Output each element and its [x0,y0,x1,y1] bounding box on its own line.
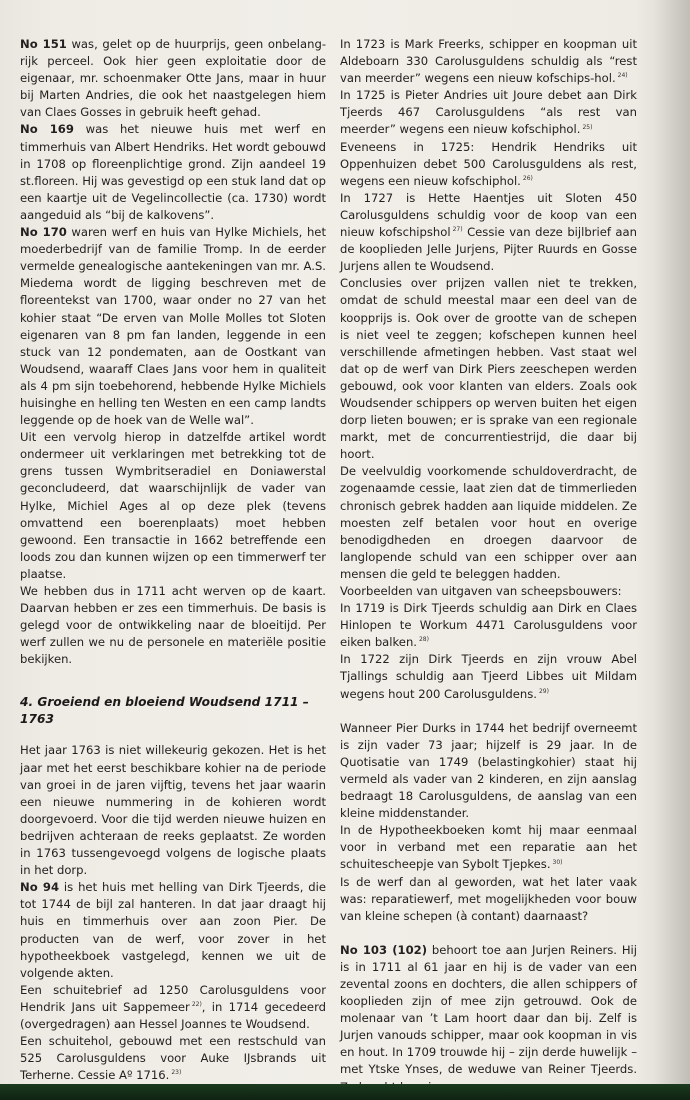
paragraph-no-103 [340,942,637,1096]
paragraph-text: is het huis met helling van Dirk Tjeerds, die tot 1744 de bijl zal hanteren. In dat jaar draagt hij huis en timmerhuis over aan zoon Pier. De producten van de werf, voor zover in het hypotheekboek vastgelegd, kennen we uit de volgende akten. [20,880,326,980]
paragraph-text: In 1723 is Mark Freerks, schipper en koopman uit Aldeboarn 330 Carolusguldens schuldig als “rest van meerder” wegens een nieuw kofschips-hol. [340,37,637,86]
paragraph-text: Een schuitehol, gebouwd met een restschuld van 525 Carolusguldens voor Auke IJsbrands uit Terherne. Cessie Aº 1716. [20,1034,326,1083]
footnote-marker: 26) [522,174,533,182]
paragraph-no-170 [20,224,326,429]
paragraph-text: In 1727 is Hette Haentjes uit Sloten 450 Carolusguldens schuldig voor de koop van een nieuw kofschipshol [340,190,637,240]
footnote-marker: 23) [171,1069,182,1077]
paragraph-text: behoort toe aan Jurjen Reiners. Hij is in 1711 al 61 jaar en hij is de vader van een zevental zoons en dochters, die allen schippers of kooplieden zijn of mee zijn getrouwd. Ook de molenaar van ’t Lam hoort daar dan bij. Zelf is Jurjen vanouds schipper, maar ook koopman in vis en hout. In 1709 trouwde hij – zijn derde huwelijk – met Ytske Ynses, de weduwe van Reiner Tjeerds. [340,942,637,1077]
paragraph-acht-werven: We hebben dus in 1711 acht werven op de kaart. Daarvan hebben er zes een timmerhuis. De basis is gelegd voor de ontwikkeling naar de bloeitijd. Per werf zullen we nu de personele en materiële positie bekijken. [20,584,326,667]
paragraph-no-169 [20,121,326,224]
paragraph-jaar-1763: Het jaar 1763 is niet willekeurig gekozen. Het is het jaar met het eerst beschikbare kohier na de periode van groei in de jaren vijftig, tevens het jaar waarin een nieuwe nummering in de kohieren wordt doorgevoerd. Voor die tijd werden nieuwe huizen en bedrijven achteraan de reeks geplaatst. Ze worden in 1763 tussengevoegd volgens de logische plaats in het dorp. [20,743,326,878]
paragraph-1725-eveneens [340,139,637,190]
entry-number: No 103 (102) [340,942,428,957]
paragraph-cessie: De veelvuldig voorkomende schuldoverdracht, de zogenaamde cessie, laat zien dat de timmerlieden chronisch gebrek hadden aan liquide middelen. Ze moesten zelf betalen voor hout en overige benodigdheden en droegen daarvoor de langlopende schuld van een schipper over aan mensen die geld te beleggen hadden. [340,464,637,581]
entry-number: No 170 [20,225,67,240]
entry-number: No 94 [20,880,60,895]
paragraph-hypotheekboeken [340,822,637,873]
section-heading: 4. Groeiend en bloeiend Woudsend 1711 – 1763 [20,695,309,727]
paragraph-conclusies: Conclusies over prijzen vallen niet te trekken, omdat de schuld meestal maar een deel van de koopprijs is. Ook over de grootte van de schepen is niet veel te zeggen; kofschepen kunnen heel verschillende afmetingen hebben. Vast staat wel dat op de werf van Dirk Piers zeeschepen werden gebouwd, ook voor klanten van elders. Zoals ook Woudsender schippers op werven buiten het eigen dorp lieten bouwen; er is sprake van een regionale markt, met de concurrentiestrijd, die daar bij hoort. [340,276,637,462]
paragraph-text: , in 1714 gecedeerd (overgedragen) aan Hessel Joannes te Woudsend. [20,999,326,1031]
paragraph-reparatiewerf: Is de werf dan al geworden, wat het later vaak was: reparatiewerf, met mogelijkheden voor bouw van kleine schepen (à contant) daarnaast? [340,874,637,923]
page-bottom-edge [0,1084,690,1100]
paragraph-text: In de Hypotheekboeken komt hij maar eenmaal voor in verband met een reparatie aan het schuitescheepje van Sybolt Tjepkes. [340,823,637,872]
left-column [20,36,326,1084]
footnote-marker: 27) [452,226,463,234]
paragraph-1725 [340,87,637,138]
paragraph-1719 [340,600,637,651]
entry-number: No 151 [20,37,67,51]
paragraph-1722 [340,651,637,702]
paragraph-no-94 [20,879,326,982]
paragraph-vervolg: Uit een vervolg hierop in datzelfde artikel wordt ondermeer uit verklaringen met betrekking tot de grens tussen Wymbritseradiel en Doniawerstal geconcludeerd, dat waarschijnlijk de vader van Hylke, Michiel Ages al op deze plek (tevens omvattend een boerenplaats) moet hebben gewoond. Een transactie in 1662 betreffende een loods zou dan kunnen wijzen op een timmerwerf ter plaatse. [20,430,326,581]
paragraph-text: Eveneens in 1725: Hendrik Hendriks uit Oppenhuizen debet 500 Carolusguldens als rest, wegens een nieuw kofschiphol. [340,139,637,188]
paragraph-no-151 [20,36,326,121]
footnote-marker: 30) [552,858,563,866]
paragraph-text: was het nieuwe huis met werf en timmerhuis van Albert Hendriks. Het wordt gebouwd in 1708 op floreenplichtige grond. Zijn aandeel 19 st.floreen. Hij was gevestigd op een stuk land dat op een kaartje uit de Vegelincollectie (ca. 1730) wordt aangeduid als “bij de kalkovens”. [20,122,326,222]
paragraph-voorbeelden: Voorbeelden van uitgaven van scheepsbouwers: [340,584,622,598]
footnote-marker: 29) [538,687,549,695]
entry-number: No 169 [20,122,74,137]
paragraph-1727 [340,190,637,275]
paragraph-text: was, gelet op de huurprijs, geen onbelang-rijk perceel. Ook hier geen exploitatie door de eigenaar, mr. schoenmaker Otte Jans, maar in huur bij Marten Andries, die ook het naastgelegen hiem van Claes Gosses in gebruik heeft gehad. [20,37,326,120]
paragraph-schuitehol [20,1033,326,1084]
paragraph-pier-durks: Wanneer Pier Durks in 1744 het bedrijf overneemt is zijn vader 73 jaar; hijzelf is 29 jaar. In de Quotisatie van 1749 (belastingkohier) staat hij vermeld als vader van 2 kinderen, en zijn aanslag bedraagt 18 Carolusguldens, de aanslag van een kleine middenstander. [340,720,637,821]
footnote-marker: 25) [582,123,593,131]
footnote-marker: 22) [191,1001,202,1009]
paragraph-text: In 1725 is Pieter Andries uit Joure debet aan Dirk Tjeerds 467 Carolusguldens “als rest van meerder” wegens een nieuw kofschiphol. [340,88,637,137]
footnote-marker: 24) [617,72,628,80]
footnote-marker: 28) [418,636,429,644]
paragraph-text: In 1722 zijn Dirk Tjeerds en zijn vrouw Abel Tjallings schuldig aan Tjeerd Libbes uit Mildam wegens hout 200 Carolusguldens. [340,652,637,701]
right-column [340,36,637,1096]
paragraph-text: Cessie van deze bijlbrief aan de kooplieden Jelle Jurjens, Pijter Ruurds en Gosse Jurjens allen te Woudsend. [340,225,637,274]
paragraph-schuitebrief [20,982,326,1033]
paragraph-text: Een schuitebrief ad 1250 Carolusguldens voor Hendrik Jans uit Sappemeer [20,982,326,1014]
paragraph-text: waren werf en huis van Hylke Michiels, het moederbedrijf van de familie Tromp. In de eerder vermelde genealogische aantekeningen van mr. A.S. Miedema wordt de ligging beschreven met de floreentekst van 1700, waar onder no 27 van het kohier staat “De erven van Molle Molles tot Sloten eigenaren van 8 pm fan landen, leggende in een stuck van 12 pondematen, aan de Oostkant van Woudsend, waaraff Claes Jans voor hem in qualiteit als 4 pm sijn toebehorend, hebbende Hylke Michiels huisinghe en helling ten Westen en een camp landts leggende op de hoek van de Welle wal”. [20,225,326,428]
paragraph-1723 [340,36,637,87]
paragraph-text: In 1719 is Dirk Tjeerds schuldig aan Dirk en Claes Hinlopen te Workum 4471 Carolusguldens voor eiken balken. [340,601,637,650]
